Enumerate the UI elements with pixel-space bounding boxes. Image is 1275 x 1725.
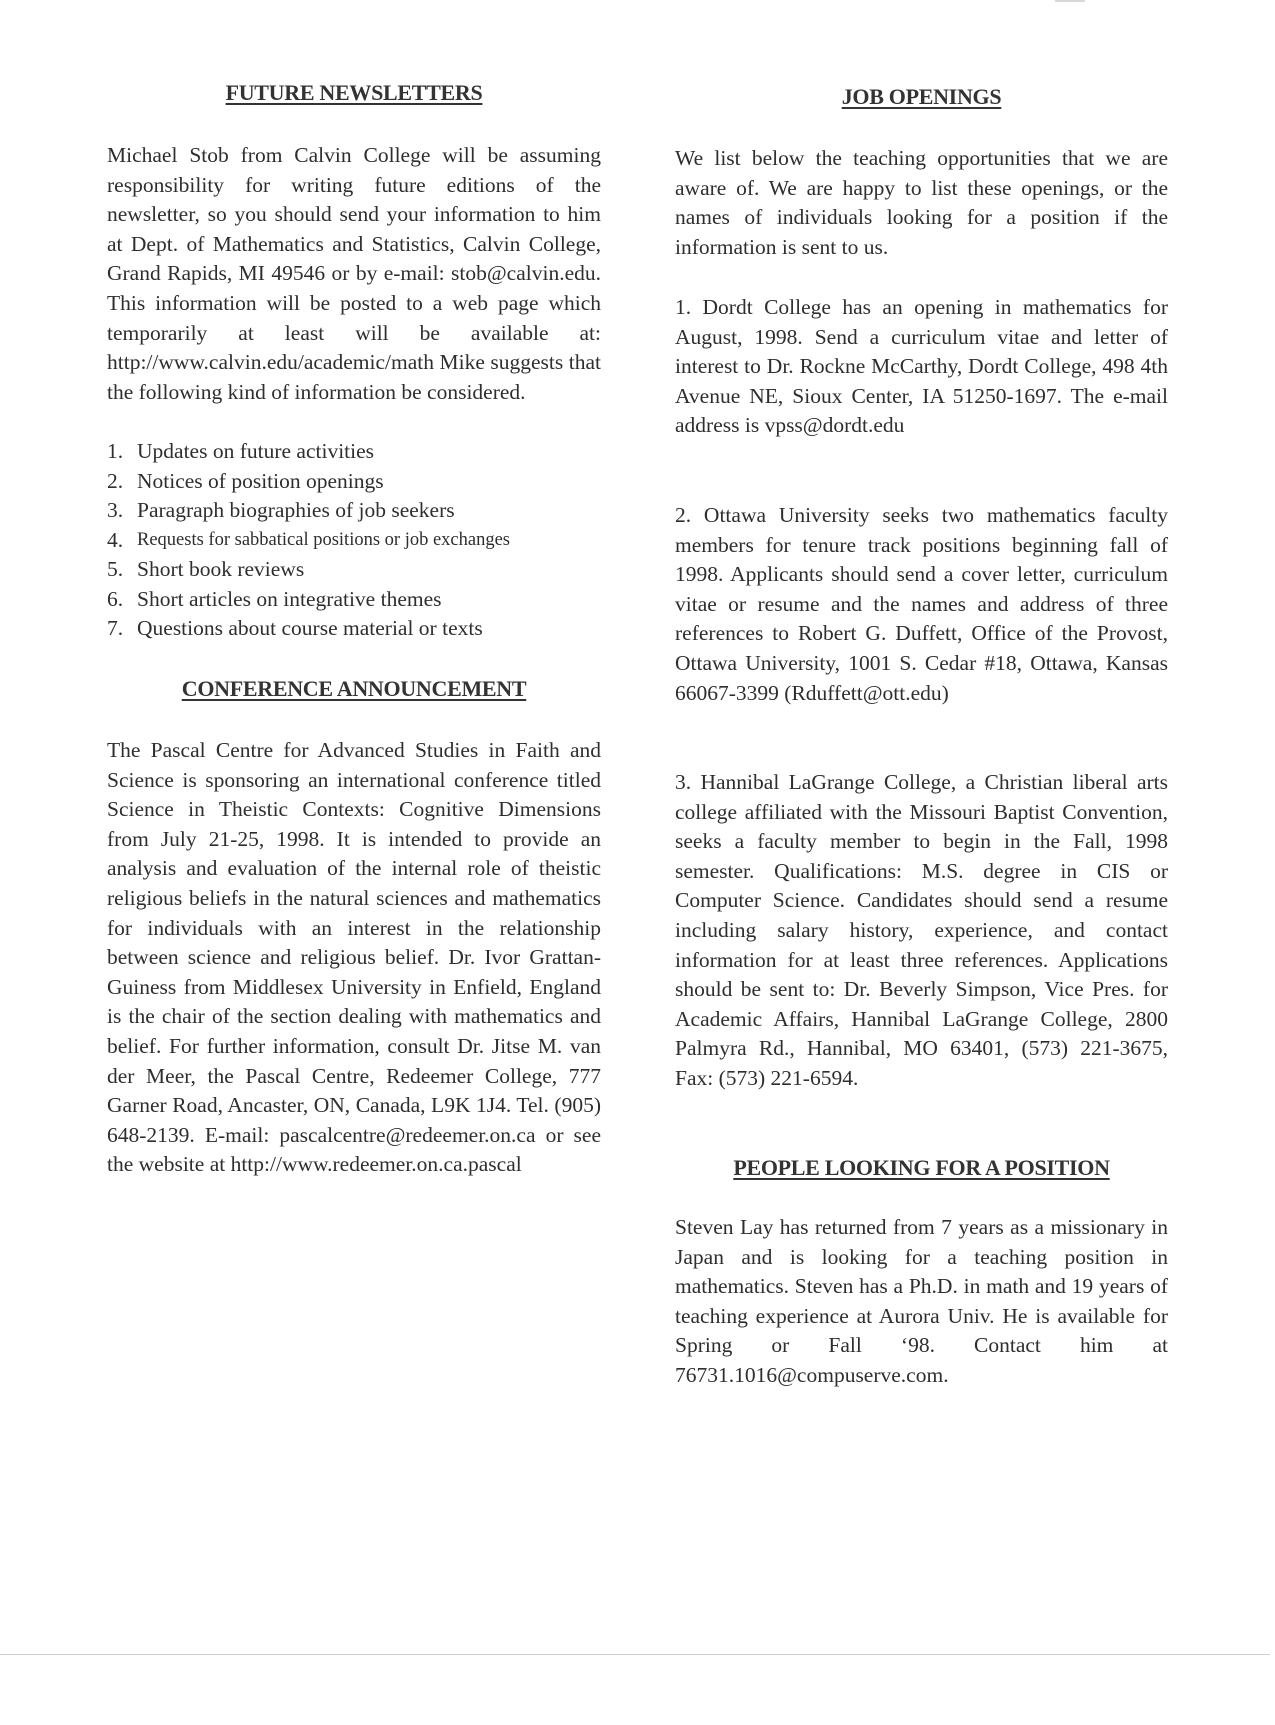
people-looking-body: Steven Lay has returned from 7 years as a missionary in Japan and is looking for a teaching position in mathematics. Steven has a Ph.D. in math and 19 years of teaching experience at Aurora Univ. He is available for Spring or Fall ‘98. Contact him at 76731.1016@compuserve.com. — [675, 1215, 1168, 1387]
job-openings-intro: We list below the teaching opportunities that we are aware of. We are happy to list these openings, or the names of individuals looking for a position if the information is sent to us. — [675, 146, 1168, 259]
list-item — [107, 526, 601, 556]
list-text: Short articles on integrative themes — [137, 586, 442, 611]
future-newsletters-heading: FUTURE NEWSLETTERS — [225, 80, 483, 105]
list-number: 6. — [107, 586, 124, 611]
list-text: Short book reviews — [137, 557, 305, 581]
list-number: 5. — [107, 557, 124, 581]
list-number: 2. — [107, 468, 124, 493]
list-text: Updates on future activities — [137, 439, 375, 463]
conference-announcement-heading: CONFERENCE ANNOUNCEMENT — [181, 676, 527, 701]
list-text: Paragraph biographies of job seekers — [137, 498, 455, 522]
list-item — [107, 437, 601, 467]
list-number: 1. — [107, 439, 124, 463]
list-number: 7. — [107, 616, 124, 640]
list-item — [107, 614, 601, 644]
list-number: 3. — [107, 498, 124, 522]
list-item — [107, 555, 601, 585]
suggested-content-list — [107, 437, 601, 644]
list-item — [107, 585, 601, 615]
conference-announcement-body: The Pascal Centre for Advanced Studies in Faith and Science is sponsoring an international conference titled Science in Theistic Contexts: Cognitive Dimensions from July 21-25, 1998. It is intended to provide an analysis and evaluation of the internal role of theistic religious beliefs in the natural sciences and mathematics for individuals with an interest in the relationship between science and religious belief. Dr. Ivor Grattan-Guiness from Middlesex University in Enfield, England is the chair of the section dealing with mathematics and belief. For further information, consult Dr. Jitse M. van der Meer, the Pascal Centre, Redeemer College, 777 Garner Road, Ancaster, ON, Canada, L9K 1J4. Tel. (905) 648-2139. E-mail: pascalcentre@redeemer.on.ca or see the website at http://www.redeemer.on.ca.pascal — [107, 738, 601, 1177]
list-item — [107, 496, 601, 526]
people-looking-heading: PEOPLE LOOKING FOR A POSITION — [733, 1155, 1110, 1180]
job-opening-hannibal: 3. Hannibal LaGrange College, a Christian liberal arts college affiliated with the Missouri Baptist Convention, seeks a faculty member to begin in the Fall, 1998 semester. Qualifications: M.S. degree in CIS or Computer Science. Candidates should send a resume including salary history, experience, and contact information for at least three references. Applications should be sent to: Dr. Beverly Simpson, Vice Pres. for Academic Affairs, Hannibal LaGrange College, 2800 Palmyra Rd., Hannibal, MO 63401, (573) 221-3675, Fax: (573) 221-6594. — [675, 770, 1168, 1090]
list-text: Requests for sabbatical positions or job exchanges — [137, 529, 510, 550]
list-number: 4. — [107, 527, 124, 552]
scan-edge-mark — [1055, 0, 1085, 2]
page-bottom-rule — [0, 1654, 1270, 1655]
future-newsletters-body: Michael Stob from Calvin College will be assuming responsibility for writing future editions of the newsletter, so you should send your information to him at Dept. of Mathematics and Statistics, Calvin College, Grand Rapids, MI 49546 or by e-mail: stob@calvin.edu. This information will be posted to a web page which temporarily at least will be available at: http://www.calvin.edu/academic/math Mike suggests that the following kind of information be considered. — [107, 143, 601, 404]
list-text: Notices of position openings — [137, 468, 384, 493]
job-openings-heading: JOB OPENINGS — [841, 84, 1002, 109]
list-item — [107, 467, 601, 497]
job-opening-dordt: 1. Dordt College has an opening in mathematics for August, 1998. Send a curriculum vitae and letter of interest to Dr. Rockne McCarthy, Dordt College, 498 4th Avenue NE, Sioux Center, IA 51250-1697. The e-mail address is vpss@dordt.edu — [675, 295, 1168, 438]
job-opening-ottawa: 2. Ottawa University seeks two mathematics faculty members for tenure track positions beginning fall of 1998. Applicants should send a cover letter, curriculum vitae or resume and the names and address of three references to Robert G. Duffett, Office of the Provost, Ottawa University, 1001 S. Cedar #18, Ottawa, Kansas 66067-3399 (Rduffett@ott.edu) — [675, 503, 1168, 705]
list-text: Questions about course material or texts — [137, 616, 483, 640]
